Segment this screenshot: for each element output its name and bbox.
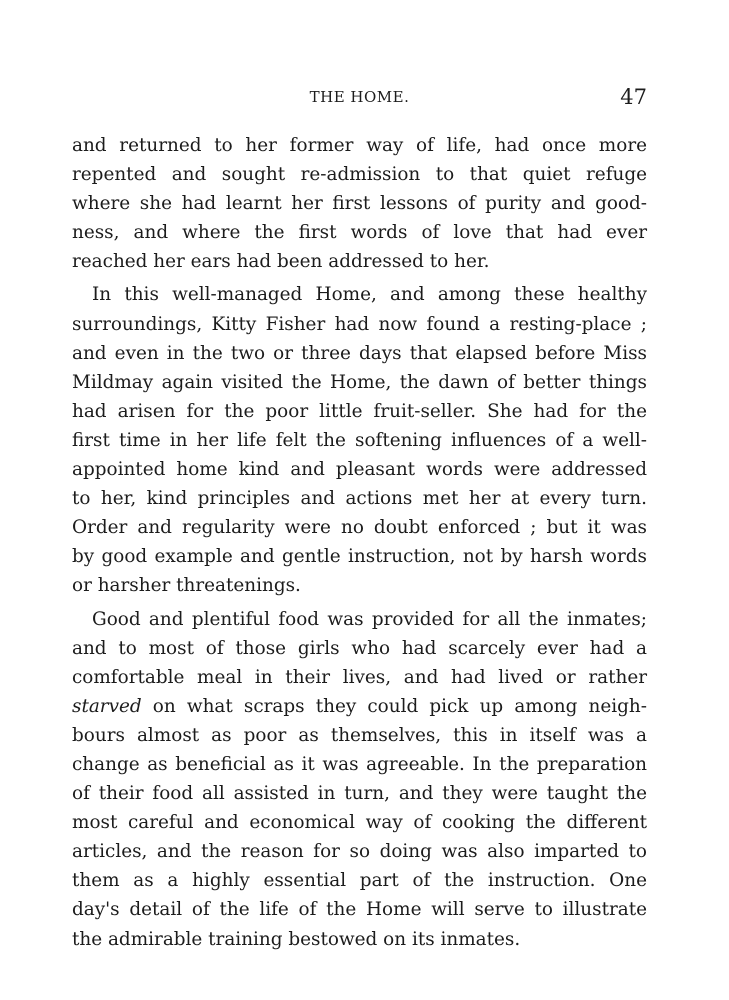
- text-line: comfortable meal in their lives, and had lived or rather: [72, 666, 647, 688]
- text-line: reached her ears had been addressed to her.: [72, 251, 490, 273]
- page-number: 47: [620, 85, 647, 109]
- text-line: and even in the two or three days that elapsed before Miss: [72, 342, 647, 364]
- paragraph-1: [72, 131, 647, 276]
- text-line: Mildmay again visited the Home, the dawn of better things: [72, 371, 647, 393]
- text-line: where she had learnt her first lessons of purity and good-: [72, 193, 647, 215]
- text-line: to her, kind principles and actions met her at every turn.: [72, 488, 647, 510]
- paragraph-3: [72, 605, 647, 954]
- text-line: and to most of those girls who had scarcely ever had a: [72, 637, 647, 659]
- running-title: THE HOME.: [309, 88, 410, 106]
- text-line: Good and plentiful food was provided for all the inmates;: [92, 608, 647, 630]
- text-line: of their food all assisted in turn, and they were taught the: [72, 783, 647, 805]
- text-line: them as a highly essential part of the instruction. One: [72, 870, 647, 892]
- running-head: [72, 85, 647, 114]
- italic-word: starved: [72, 695, 142, 717]
- text-line: or harsher threatenings.: [72, 575, 301, 597]
- text-line: appointed home kind and pleasant words were addressed: [72, 459, 647, 481]
- text-line-rest: on what scraps they could pick up among neigh-: [152, 695, 647, 717]
- text-line: repented and sought re-admission to that quiet refuge: [72, 164, 647, 186]
- paragraph-2: [72, 280, 647, 600]
- text-line: change as beneficial as it was agreeable. In the preparation: [72, 753, 647, 775]
- text-line: and returned to her former way of life, had once more: [72, 135, 647, 156]
- text-line: had arisen for the poor little fruit-seller. She had for the: [72, 400, 647, 422]
- text-line: ness, and where the first words of love that had ever: [72, 222, 647, 244]
- text-line-with-italic: [72, 692, 647, 721]
- text-line: In this well-managed Home, and among these healthy: [92, 284, 647, 306]
- text-line: most careful and economical way of cooking the different: [72, 812, 647, 834]
- text-line: articles, and the reason for so doing was also imparted to: [72, 841, 647, 863]
- text-line: surroundings, Kitty Fisher had now found a resting-place ;: [72, 313, 647, 335]
- text-line: first time in her life felt the softening influences of a well-: [72, 429, 647, 451]
- body-text: [72, 131, 647, 958]
- text-line: by good example and gentle instruction, not by harsh words: [72, 546, 647, 568]
- text-line: day's detail of the life of the Home will serve to illustrate: [72, 899, 647, 921]
- text-line: Order and regularity were no doubt enforced ; but it was: [72, 517, 647, 539]
- text-line: the admirable training bestowed on its inmates.: [72, 928, 521, 950]
- text-line: bours almost as poor as themselves, this in itself was a: [72, 724, 647, 746]
